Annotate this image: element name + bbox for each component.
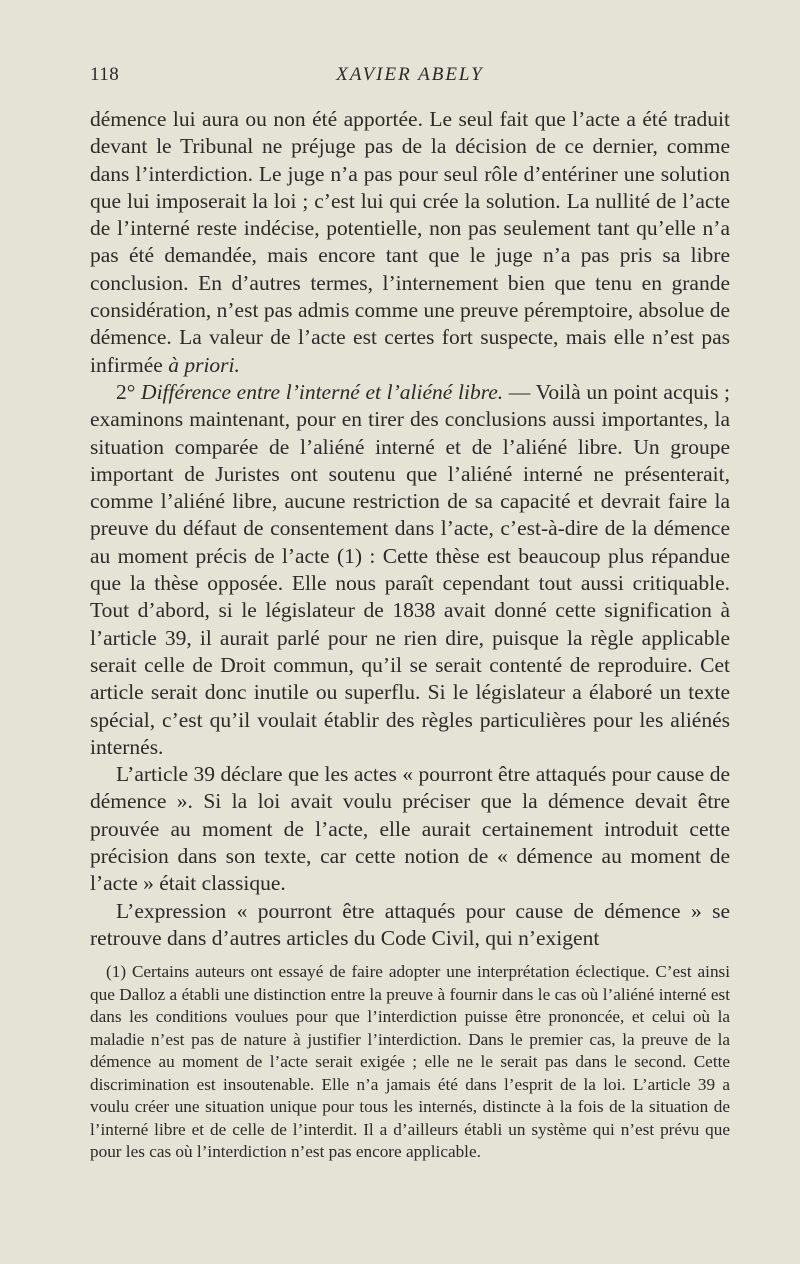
- footnote-text: (1) Certains auteurs ont essayé de faire adopter une interprétation éclectique. C’est ainsi que Dalloz a établi une distinction entre la preuve à fournir dans le cas où l’aliéné interné est dans les conditions voulues pour que l’interdiction puisse être prononcée, et celui où la maladie n’est pas de nature à justifier l’interdiction. Dans le premier cas, la preuve de la démence au moment de l’acte serait exigée ; elle ne le serait pas dans le second. Cette discrimination est insoutenable. Elle n’a jamais été dans l’esprit de la loi. L’article 39 a voulu créer une situation unique pour tous les internés, distincte à la fois de la situation de l’interné libre et de celle de l’interdit. Il a d’ailleurs établi un système qui n’est prévu que pour les cas où l’interdiction n’est pas encore applicable.: [90, 962, 730, 1161]
- page-header: [90, 64, 730, 94]
- paragraph-2: [90, 379, 730, 761]
- paragraph-1-italic: à priori.: [168, 352, 240, 377]
- section-heading: Différence entre l’interné et l’aliéné libre.: [141, 379, 504, 404]
- page-number: 118: [90, 64, 120, 85]
- body-text: [90, 106, 730, 952]
- paragraph-2-text: — Voilà un point acquis ; examinons maintenant, pour en tirer des conclusions aussi importantes, la situation comparée de l’aliéné interné et de l’aliéné libre. Un groupe important de Juristes ont soutenu que l’aliéné interné ne présenterait, comme l’aliéné libre, aucune restriction de sa capacité et devrait faire la preuve du défaut de consentement dans l’acte, c’est-à-dire de la démence au moment précis de l’acte (1) : Cette thèse est beaucoup plus répandue que la thèse opposée. Elle nous paraît cependant tout aussi critiquable. Tout d’abord, si le législateur de 1838 avait donné cette signification à l’article 39, il aurait parlé pour ne rien dire, puisque la règle applicable serait celle de Droit commun, qu’il se serait contenté de reproduire. Cet article serait donc inutile ou superflu. Si le législateur a élaboré un texte spécial, c’est qu’il voulait établir des règles particulières pour les aliénés internés.: [90, 379, 731, 759]
- paragraph-1: [90, 106, 730, 379]
- footnote: [90, 961, 730, 1164]
- paragraph-4: L’expression « pourront être attaqués pour cause de démence » se retrouve dans d’autres articles du Code Civil, qui n’exigent: [90, 898, 730, 950]
- paragraph-1-text: démence lui aura ou non été apportée. Le seul fait que l’acte a été traduit devant le Tribunal ne préjuge pas de la décision de ce dernier, comme dans l’interdiction. Le juge n’a pas pour seul rôle d’entériner une solution que lui imposerait la loi ; c’est lui qui crée la solution. La nullité de l’acte de l’interné reste indécise, potentielle, non pas seulement tant qu’elle n’a pas été demandée, mais encore tant que le juge n’a pas pris sa libre conclusion. En d’autres termes, l’internement bien que tenu en grande considération, n’est pas admis comme une preuve péremptoire, absolue de démence. La valeur de l’acte est certes fort suspecte, mais elle n’est pas infirmée: [90, 107, 730, 377]
- running-title: XAVIER ABELY: [336, 64, 484, 85]
- section-number: 2°: [116, 379, 136, 404]
- paragraph-3: L’article 39 déclare que les actes « pourront être attaqués pour cause de démence ». Si la loi avait voulu préciser que la démence devait être prouvée au moment de l’acte, elle aurait certainement introduit cette précision dans son texte, car cette notion de « démence au moment de l’acte » était classique.: [90, 762, 730, 896]
